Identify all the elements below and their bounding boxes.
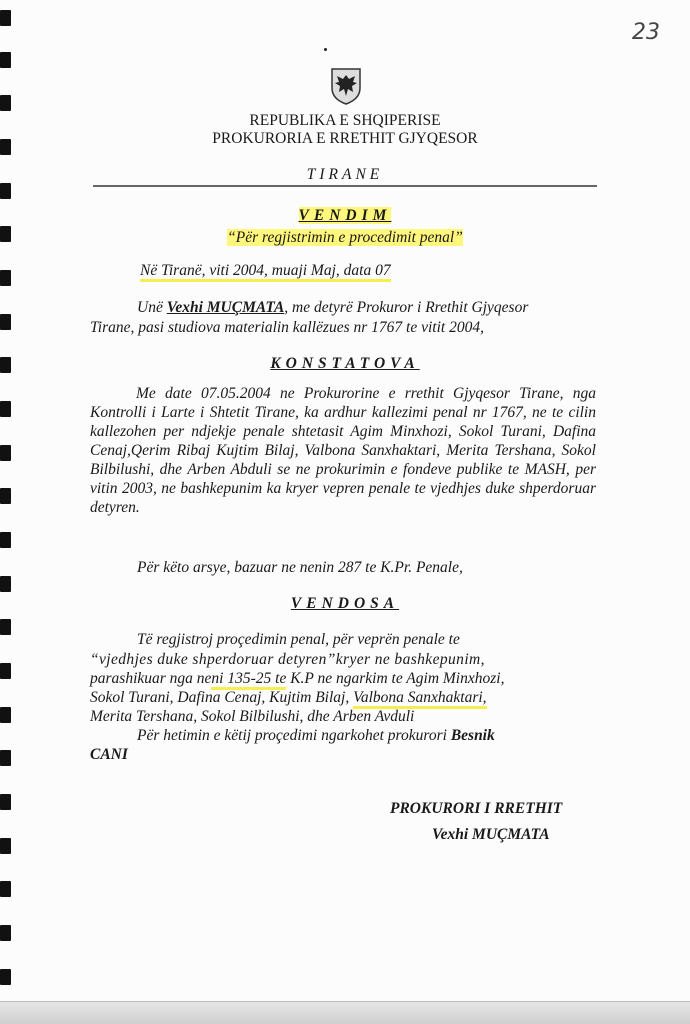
header-divider [93,185,597,187]
header-line2: PROKURORIA E RRETHIT GJYQESOR [212,130,478,147]
ink-dot [324,48,327,51]
binder-edge [0,0,16,1024]
albanian-eagle-emblem-icon [326,66,366,106]
page-bottom-edge [0,1001,690,1024]
section-title-konstatova: KONSTATOVA [270,355,420,372]
prosecutor-name: Vexhi MUÇMATA [166,299,285,316]
section-title-vendosa: VENDOSA [290,595,400,612]
decision-line7: CANI [90,746,128,763]
intro-line1: Unë Vexhi MUÇMATA, me detyrë Prokuror i Rrethit Gjyqesor [137,299,529,316]
decision-line6: Për hetimin e këtij proçedimi ngarkohet prokurori Besnik [137,727,495,744]
decision-line4: Sokol Turani, Dafina Cenaj, Kujtim Bilaj, Valbona Sanxhaktari, [90,689,487,707]
decision-line3: parashikuar nga neni 135-25 te K.P ne ngarkim te Agim Minxhozi, [90,670,504,688]
konstatova-paragraph: Me date 07.05.2004 ne Prokurorine e rrethit Gjyqesor Tirane, nga Kontrolli i Larte i Shtetit Tirane, ka ardhur kallezimi penal nr 1767, ne te cilin kallezohen per ndjekje penale shtetasit Agim Minxhozi, Sokol Turani, Dafina Cenaj,Qerim Ribaj Kujtim Bilaj, Valbona Sanxhaktari, Merita Tershana, Sokol Bilbilushi, dhe Arben Abduli se ne prokurimin e fondeve publike te MASH, per vitin 2003, ne bashkepunim ka kryer vepren penale te vjedhjes duke shperdoruar detyren. [90,385,596,516]
handwritten-page-number: 23 [632,20,660,45]
header-line1: REPUBLIKA E SHQIPERISE [249,112,441,129]
decision-line1: Të regjistroj proçedimin penal, për veprën penale te [137,631,460,648]
intro-line2: Tirane, pasi studiova materialin kallëzues nr 1767 te vitit 2004, [90,319,484,336]
place-date: Në Tiranë, viti 2004, muaji Maj, data 07 [140,262,391,282]
document-subtitle: “Për regjistrimin e procedimit penal” [227,229,463,246]
decision-line2: “vjedhjes duke shperdoruar detyren”kryer ne bashkepunim, [90,651,485,668]
document-title: VENDIM [298,207,392,224]
signature-role: PROKURORI I RRETHIT [390,800,563,817]
legal-basis: Për këto arsye, bazuar ne nenin 287 te K.Pr. Penale, [137,559,463,576]
signature-name: Vexhi MUÇMATA [432,826,550,843]
header-city: TIRANE [306,166,384,183]
decision-line5: Merita Tershana, Sokol Bilbilushi, dhe Arben Avduli [90,708,415,725]
